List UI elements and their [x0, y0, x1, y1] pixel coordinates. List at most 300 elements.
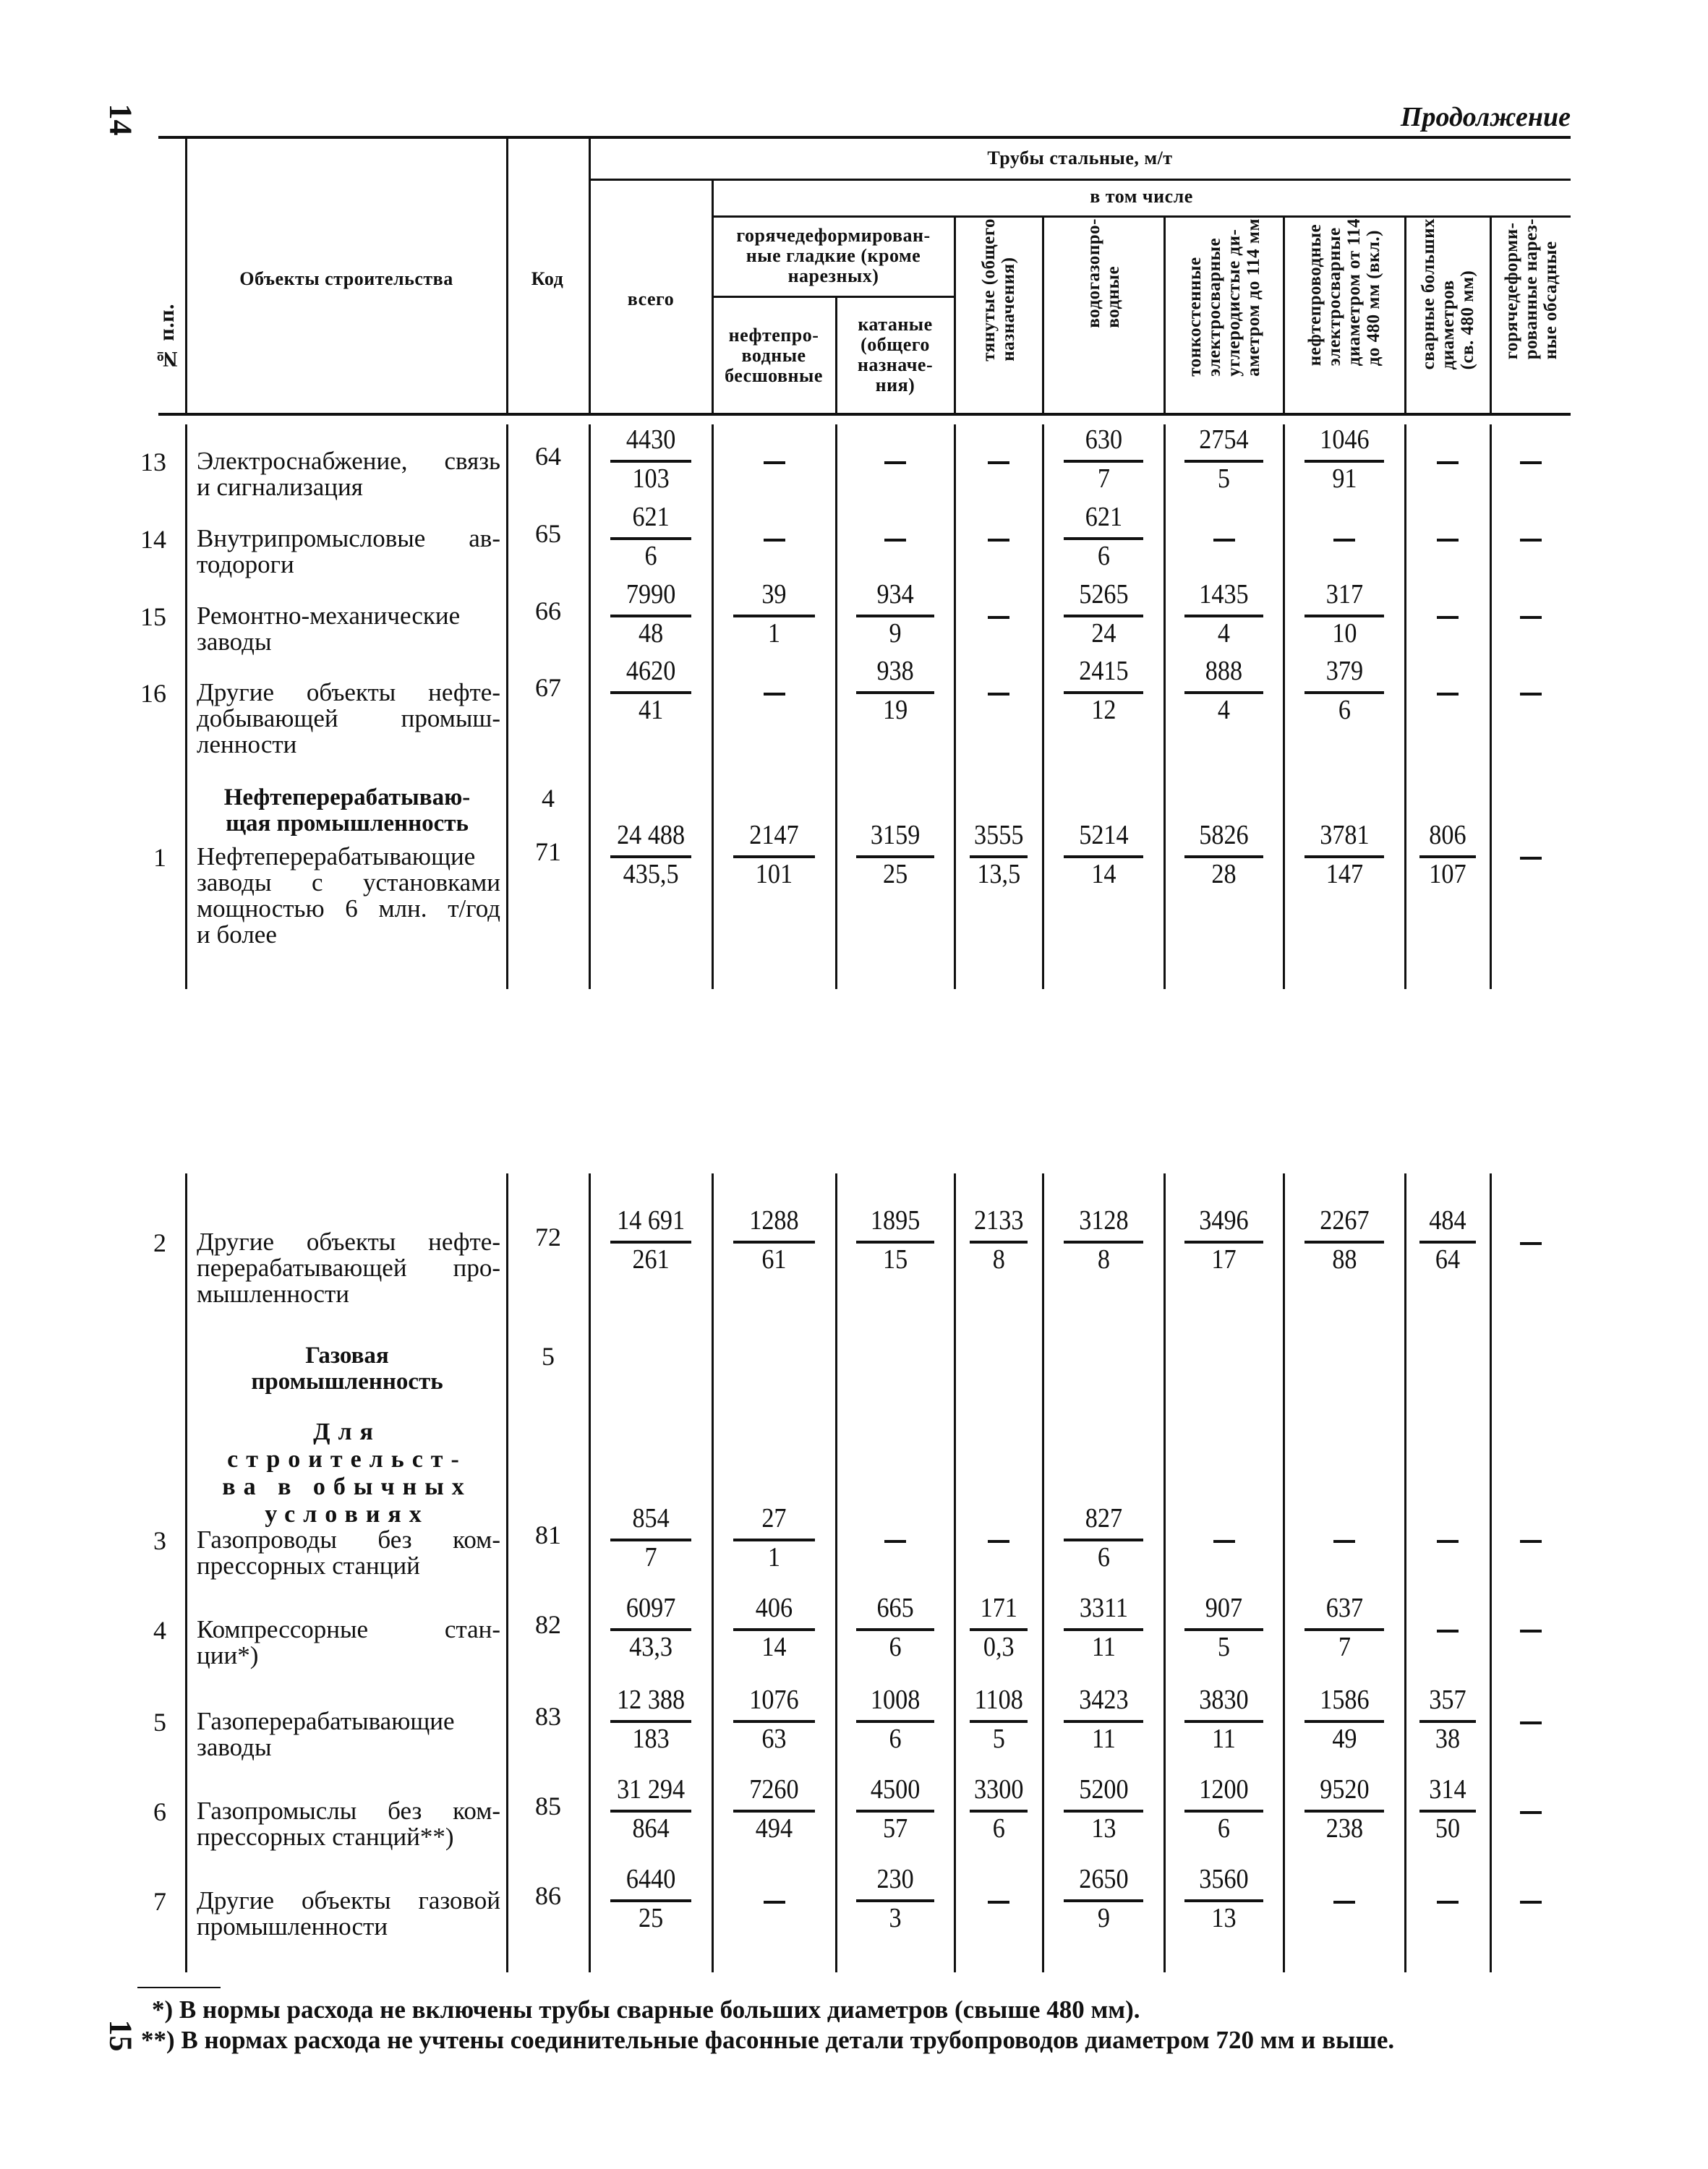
value-fraction — [1064, 656, 1144, 729]
value-fraction — [733, 580, 815, 652]
value-top: 12 388 — [616, 1685, 686, 1715]
value-top: 171 — [980, 1593, 1017, 1623]
value-top: 4500 — [870, 1774, 921, 1805]
fraction-bar — [610, 1628, 691, 1631]
value-bottom: 50 — [1435, 1813, 1461, 1844]
value-bottom: 24 — [1090, 618, 1116, 649]
value-top: 1895 — [870, 1205, 921, 1236]
row-number: 2 — [153, 1228, 166, 1257]
object-name — [197, 680, 500, 758]
object-name-line: Газопромыслы без ком- — [197, 1797, 500, 1825]
header-divider — [589, 137, 591, 415]
value-dash — [764, 461, 785, 464]
object-name-line: ции*) — [197, 1641, 259, 1669]
value-fraction — [1184, 1206, 1263, 1278]
value-dash — [1520, 616, 1542, 619]
fraction-bar — [970, 1628, 1028, 1631]
value-dash — [884, 539, 906, 542]
header-drawn: тянутые (общего назначения) — [979, 218, 1018, 362]
value-fraction — [856, 1865, 934, 1937]
object-code: 85 — [535, 1792, 561, 1821]
value-bottom: 15 — [882, 1244, 908, 1275]
fraction-bar — [1064, 460, 1144, 463]
value-top: 665 — [876, 1593, 914, 1623]
header-code: Код — [531, 268, 564, 289]
value-bottom: 4 — [1217, 618, 1231, 649]
header-oil-electric: нефтепроводные электросварные диаметром от 114 до 480 мм (вкл.) — [1305, 218, 1383, 367]
value-top: 4430 — [625, 424, 676, 455]
value-bottom: 7 — [644, 1542, 657, 1573]
value-bottom: 17 — [1211, 1244, 1237, 1275]
value-top: 1200 — [1199, 1774, 1249, 1805]
value-fraction — [610, 502, 691, 575]
fraction-bar — [610, 691, 691, 694]
value-dash — [1437, 693, 1459, 696]
fraction-bar — [610, 615, 691, 617]
value-dash — [988, 693, 1009, 696]
value-fraction — [1064, 1685, 1144, 1758]
value-bottom: 9 — [1097, 1903, 1110, 1933]
value-fraction — [1419, 1775, 1476, 1847]
value-fraction — [970, 1593, 1028, 1666]
page-number-top: 14 — [103, 103, 139, 136]
value-top: 3560 — [1199, 1864, 1249, 1894]
object-code: 83 — [535, 1702, 561, 1731]
header-large-welded-cell — [1406, 218, 1490, 411]
fraction-bar — [856, 1720, 934, 1723]
section-title — [189, 1343, 505, 1395]
value-bottom: 25 — [638, 1903, 664, 1933]
fraction-bar — [1064, 1539, 1144, 1541]
value-top: 3159 — [870, 820, 921, 850]
value-fraction — [1064, 821, 1144, 893]
value-top: 1008 — [870, 1685, 921, 1715]
header-top-rule — [158, 136, 1571, 139]
value-bottom: 6 — [644, 541, 657, 571]
value-dash — [1520, 1811, 1542, 1814]
value-bottom: 238 — [1325, 1813, 1363, 1844]
object-name-line: заводы — [197, 1733, 272, 1761]
value-bottom: 57 — [882, 1813, 908, 1844]
column-divider — [589, 1173, 591, 1972]
value-dash — [764, 1901, 785, 1904]
value-fraction — [610, 1504, 691, 1576]
header-pipes: Трубы стальные, м/т — [987, 147, 1173, 168]
header-drawn-cell — [955, 218, 1042, 411]
section-title-line: щая промышленность — [226, 810, 469, 837]
value-bottom: 107 — [1429, 859, 1466, 889]
value-top: 1108 — [974, 1685, 1023, 1715]
value-fraction — [610, 1206, 691, 1278]
fraction-bar — [733, 1241, 815, 1244]
value-dash — [1437, 1630, 1459, 1633]
value-bottom: 14 — [1090, 859, 1116, 889]
value-bottom: 8 — [992, 1244, 1005, 1275]
value-fraction — [1305, 1685, 1385, 1758]
value-top: 3830 — [1199, 1685, 1249, 1715]
subsection-title-line: Для строительст- — [227, 1419, 467, 1473]
value-fraction — [1184, 580, 1263, 652]
value-bottom: 61 — [761, 1244, 787, 1275]
fraction-bar — [856, 691, 934, 694]
value-fraction — [1184, 425, 1263, 497]
fraction-bar — [1064, 1810, 1144, 1813]
object-code: 71 — [535, 837, 561, 866]
object-name — [197, 1229, 500, 1307]
value-fraction — [1064, 502, 1144, 575]
header-oil-electric-cell — [1284, 218, 1404, 411]
fraction-bar — [1184, 1241, 1263, 1244]
column-divider — [589, 424, 591, 989]
fraction-bar — [1184, 1810, 1263, 1813]
value-fraction — [1064, 1504, 1144, 1576]
value-bottom: 8 — [1097, 1244, 1110, 1275]
value-top: 934 — [876, 579, 914, 609]
value-bottom: 49 — [1331, 1724, 1357, 1754]
value-top: 7260 — [749, 1774, 799, 1805]
fraction-bar — [1064, 1241, 1144, 1244]
value-top: 621 — [1085, 502, 1122, 532]
header-hot-threaded-cell — [1491, 218, 1571, 411]
value-bottom: 3 — [889, 1903, 902, 1933]
value-fraction — [1305, 1206, 1385, 1278]
value-fraction — [856, 656, 934, 729]
fraction-bar — [610, 460, 691, 463]
fraction-bar — [1305, 1628, 1385, 1631]
header-oil-seamless: нефтепро- водные бесшовные — [725, 325, 823, 386]
fraction-bar — [1184, 1628, 1263, 1631]
value-top: 3128 — [1078, 1205, 1129, 1236]
object-name — [197, 448, 500, 500]
column-divider — [506, 424, 508, 989]
fraction-bar — [1419, 855, 1476, 858]
value-fraction — [1064, 1593, 1144, 1666]
header-num: № п.п. — [154, 304, 179, 372]
value-top: 3496 — [1199, 1205, 1249, 1236]
value-fraction — [610, 425, 691, 497]
column-divider — [506, 1173, 508, 1972]
value-top: 379 — [1325, 656, 1363, 686]
value-fraction — [856, 1206, 934, 1278]
value-fraction — [1305, 425, 1385, 497]
value-top: 2267 — [1319, 1205, 1370, 1236]
fraction-bar — [733, 1539, 815, 1541]
value-bottom: 12 — [1090, 695, 1116, 725]
value-top: 5826 — [1199, 820, 1249, 850]
value-fraction — [1064, 1865, 1144, 1937]
value-dash — [1333, 1901, 1355, 1904]
value-dash — [1520, 693, 1542, 696]
value-bottom: 14 — [761, 1632, 787, 1662]
object-name-line: Другие объекты газовой — [197, 1886, 500, 1915]
value-bottom: 7 — [1338, 1632, 1351, 1662]
fraction-bar — [1305, 460, 1385, 463]
column-divider — [1163, 424, 1166, 989]
value-top: 5265 — [1078, 579, 1129, 609]
value-dash — [1213, 1540, 1235, 1543]
value-top: 5214 — [1078, 820, 1129, 850]
value-dash — [764, 539, 785, 542]
value-bottom: 494 — [755, 1813, 793, 1844]
column-divider — [1404, 424, 1406, 989]
row-number: 14 — [140, 525, 166, 554]
header-water-gas-cell — [1043, 218, 1163, 411]
value-top: 2650 — [1078, 1864, 1129, 1894]
value-dash — [1213, 539, 1235, 542]
value-fraction — [856, 580, 934, 652]
section-title-line: Газовая — [305, 1343, 389, 1369]
value-top: 1435 — [1199, 579, 1249, 609]
section-code: 5 — [542, 1342, 555, 1371]
value-top: 938 — [876, 656, 914, 686]
header-large-welded: сварные больших диаметров (св. 480 мм) — [1418, 218, 1477, 370]
row-number: 15 — [140, 602, 166, 631]
object-name — [197, 1888, 500, 1940]
footnote-separator — [137, 1987, 221, 1988]
subsection-title-line: ва в обычных — [222, 1473, 472, 1500]
value-fraction — [1184, 1685, 1263, 1758]
value-fraction — [610, 1865, 691, 1937]
object-name-line: заводы с установками — [197, 868, 500, 897]
fraction-bar — [1305, 1241, 1385, 1244]
header-rule-hot-deformed — [712, 296, 955, 298]
value-bottom: 435,5 — [623, 859, 679, 889]
value-fraction — [1184, 821, 1263, 893]
value-top: 9520 — [1319, 1774, 1370, 1805]
fraction-bar — [1184, 1899, 1263, 1902]
value-top: 1288 — [749, 1205, 799, 1236]
object-code: 66 — [535, 596, 561, 625]
row-number: 5 — [153, 1708, 166, 1737]
value-fraction — [856, 1593, 934, 1666]
value-fraction — [610, 1685, 691, 1758]
value-dash — [1520, 1540, 1542, 1543]
object-code: 67 — [535, 673, 561, 702]
value-top: 1046 — [1319, 424, 1370, 455]
value-dash — [1437, 1901, 1459, 1904]
row-number: 4 — [153, 1616, 166, 1645]
fraction-bar — [1184, 1720, 1263, 1723]
subsection-title-line: условиях — [265, 1501, 430, 1528]
value-bottom: 1 — [767, 1542, 781, 1573]
value-dash — [1437, 1540, 1459, 1543]
value-fraction — [733, 1685, 815, 1758]
value-fraction — [610, 1775, 691, 1847]
value-dash — [1333, 539, 1355, 542]
value-bottom: 6 — [1097, 1542, 1110, 1573]
fraction-bar — [733, 1810, 815, 1813]
value-fraction — [733, 1206, 815, 1278]
header-bottom-rule — [158, 413, 1571, 416]
header-rule-pipes — [589, 179, 1571, 181]
value-top: 6440 — [625, 1864, 676, 1894]
value-bottom: 261 — [632, 1244, 670, 1275]
object-code: 81 — [535, 1520, 561, 1549]
object-code: 86 — [535, 1881, 561, 1910]
value-top: 3300 — [973, 1774, 1024, 1805]
header-rolled: катаные (общего назначе- ния) — [857, 314, 934, 395]
value-bottom: 28 — [1211, 859, 1237, 889]
value-dash — [1437, 539, 1459, 542]
value-top: 1076 — [749, 1685, 799, 1715]
value-dash — [988, 461, 1009, 464]
fraction-bar — [610, 1810, 691, 1813]
fraction-bar — [1064, 1899, 1144, 1902]
object-name-line: добывающей промыш- — [197, 704, 500, 732]
column-divider — [835, 1173, 837, 1972]
object-name — [197, 1708, 500, 1761]
value-fraction — [1419, 1685, 1476, 1758]
value-fraction — [856, 1775, 934, 1847]
value-top: 484 — [1429, 1205, 1466, 1236]
section-code: 4 — [542, 784, 555, 813]
column-divider — [185, 424, 187, 989]
value-bottom: 5 — [1217, 1632, 1231, 1662]
object-name-line: Ремонтно-механические — [197, 602, 461, 630]
value-fraction — [1064, 425, 1144, 497]
fraction-bar — [856, 615, 934, 617]
column-divider — [712, 1173, 714, 1972]
fraction-bar — [970, 1810, 1028, 1813]
fraction-bar — [1419, 1241, 1476, 1244]
value-bottom: 6 — [1097, 541, 1110, 571]
header-hot-deformed-group: горячедеформирован- ные гладкие (кроме нарезных) — [736, 225, 931, 286]
value-top: 2415 — [1078, 656, 1129, 686]
value-dash — [764, 693, 785, 696]
value-bottom: 4 — [1217, 695, 1231, 725]
value-top: 39 — [761, 579, 787, 609]
value-top: 357 — [1429, 1685, 1466, 1715]
header-rule-including — [712, 215, 1571, 218]
value-dash — [1520, 1242, 1542, 1245]
footnote-2: **) В нормах расхода не учтены соединительные фасонные детали трубопроводов диаметром 720 мм и выше. — [141, 2026, 1395, 2054]
value-fraction — [1064, 1775, 1144, 1847]
value-bottom: 19 — [882, 695, 908, 725]
fraction-bar — [970, 855, 1028, 858]
fraction-bar — [1305, 855, 1385, 858]
object-code: 72 — [535, 1223, 561, 1252]
value-bottom: 103 — [632, 463, 670, 494]
value-bottom: 6 — [889, 1632, 902, 1662]
value-fraction — [1305, 1593, 1385, 1666]
value-bottom: 9 — [889, 618, 902, 649]
value-top: 3311 — [1079, 1593, 1128, 1623]
fraction-bar — [1064, 855, 1144, 858]
object-name-line: Газопроводы без ком- — [197, 1526, 500, 1554]
fraction-bar — [610, 855, 691, 858]
column-divider — [1283, 424, 1285, 989]
object-name-line: мышленности — [197, 1280, 350, 1308]
object-name — [197, 844, 500, 948]
value-bottom: 13 — [1090, 1813, 1116, 1844]
fraction-bar — [1305, 615, 1385, 617]
value-fraction — [610, 821, 691, 893]
object-name-line: прессорных станций**) — [197, 1823, 454, 1851]
value-top: 3781 — [1319, 820, 1370, 850]
row-number: 7 — [153, 1887, 166, 1916]
section-title — [189, 784, 505, 837]
object-name-line: Компрессорные стан- — [197, 1615, 500, 1643]
value-fraction — [970, 1206, 1028, 1278]
value-top: 27 — [761, 1503, 787, 1533]
value-top: 317 — [1325, 579, 1363, 609]
value-top: 2754 — [1199, 424, 1249, 455]
value-fraction — [970, 1685, 1028, 1758]
fraction-bar — [970, 1720, 1028, 1723]
value-bottom: 101 — [755, 859, 793, 889]
value-fraction — [1305, 1775, 1385, 1847]
value-top: 14 691 — [616, 1205, 686, 1236]
value-fraction — [970, 1775, 1028, 1847]
object-code: 82 — [535, 1610, 561, 1639]
value-fraction — [1305, 580, 1385, 652]
column-divider — [954, 1173, 956, 1972]
row-number: 16 — [140, 679, 166, 708]
object-name-line: перерабатывающей про- — [197, 1254, 500, 1282]
fraction-bar — [1064, 537, 1144, 540]
value-bottom: 183 — [632, 1724, 670, 1754]
fraction-bar — [1064, 1720, 1144, 1723]
value-fraction — [970, 821, 1028, 893]
value-bottom: 43,3 — [629, 1632, 672, 1662]
row-number: 6 — [153, 1797, 166, 1826]
value-top: 5200 — [1078, 1774, 1129, 1805]
fraction-bar — [1184, 691, 1263, 694]
value-bottom: 13 — [1211, 1903, 1237, 1933]
value-bottom: 6 — [1338, 695, 1351, 725]
row-number: 1 — [153, 843, 166, 872]
value-top: 621 — [632, 502, 670, 532]
value-bottom: 7 — [1097, 463, 1110, 494]
column-divider — [185, 1173, 187, 1972]
object-name-line: заводы — [197, 628, 272, 656]
object-name-line: Внутрипромысловые ав- — [197, 524, 500, 552]
value-fraction — [1419, 1206, 1476, 1278]
header-thin-wall: тонкостенные электросварные углеродистые ди- аметром до 114 мм — [1184, 218, 1263, 377]
fraction-bar — [856, 855, 934, 858]
footnote-1: *) В нормы расхода не включены трубы сварные больших диаметров (свыше 480 мм). — [152, 1995, 1140, 2024]
value-dash — [1520, 1901, 1542, 1904]
column-divider — [1283, 1173, 1285, 1972]
value-dash — [1437, 616, 1459, 619]
object-name-line: ленности — [197, 730, 297, 758]
value-top: 230 — [876, 1864, 914, 1894]
fraction-bar — [1419, 1720, 1476, 1723]
value-top: 888 — [1205, 656, 1243, 686]
value-fraction — [610, 656, 691, 729]
value-bottom: 13,5 — [977, 859, 1020, 889]
row-number: 3 — [153, 1526, 166, 1555]
value-bottom: 6 — [889, 1724, 902, 1754]
fraction-bar — [733, 1720, 815, 1723]
value-bottom: 5 — [992, 1724, 1005, 1754]
value-bottom: 11 — [1091, 1724, 1116, 1754]
value-top: 406 — [755, 1593, 793, 1623]
value-fraction — [1419, 821, 1476, 893]
object-name-line: Нефтеперерабатывающие — [197, 842, 476, 870]
value-bottom: 91 — [1331, 463, 1357, 494]
value-bottom: 6 — [992, 1813, 1005, 1844]
header-including: в том числе — [1090, 186, 1193, 207]
column-divider — [1490, 424, 1492, 989]
object-code: 65 — [535, 519, 561, 548]
value-bottom: 1 — [767, 618, 781, 649]
value-fraction — [1184, 1775, 1263, 1847]
fraction-bar — [1419, 1810, 1476, 1813]
object-code: 64 — [535, 442, 561, 471]
object-name-line: промышленности — [197, 1912, 388, 1941]
value-top: 7990 — [625, 579, 676, 609]
